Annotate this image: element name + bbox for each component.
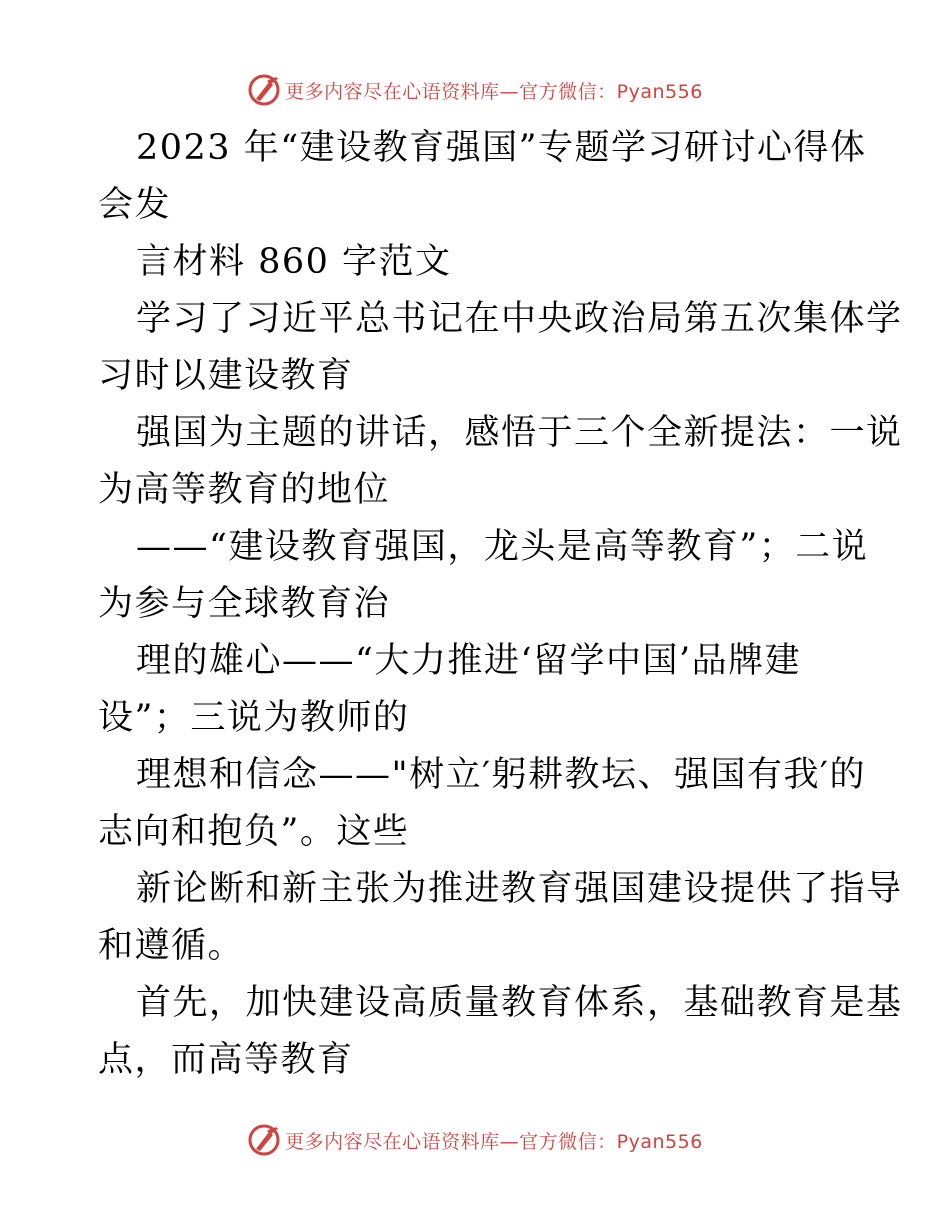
quill-logo-icon xyxy=(247,73,281,107)
text-line: 会发 xyxy=(98,185,172,225)
text-line: 为高等教育的地位 xyxy=(98,470,391,510)
text-line: 新论断和新主张为推进教育强国建设提供了指导 xyxy=(136,869,903,909)
text-line: 设”；三说为教师的 xyxy=(98,698,410,738)
text-line: 理的雄心——“大力推进‘留学中国’品牌建 xyxy=(136,641,802,681)
watermark-text: 更多内容尽在心语资料库—官方微信：Pyan556 xyxy=(285,1130,703,1153)
text-line: 和遵循。 xyxy=(98,926,245,966)
text-line: 2023 年“建设教育强国”专题学习研讨心得体 xyxy=(136,128,867,168)
text-line: 言材料 860 字范文 xyxy=(136,242,452,282)
text-line: 志向和抱负”。这些 xyxy=(98,812,410,852)
text-line: ——“建设教育强国，龙头是高等教育”；二说 xyxy=(136,527,869,567)
watermark-text: 更多内容尽在心语资料库—官方微信：Pyan556 xyxy=(285,80,703,103)
text-line: 理想和信念——"树立′躬耕教坛、强国有我′的 xyxy=(136,755,866,795)
text-line: 点，而高等教育 xyxy=(98,1040,354,1080)
header-watermark xyxy=(0,68,950,112)
quill-logo-icon xyxy=(247,1123,281,1157)
text-line: 强国为主题的讲话，感悟于三个全新提法：一说 xyxy=(136,413,903,453)
text-line: 学习了习近平总书记在中央政治局第五次集体学 xyxy=(136,299,903,339)
footer-watermark xyxy=(0,1118,950,1162)
document-body xyxy=(98,120,903,1089)
text-line: 为参与全球教育治 xyxy=(98,584,391,624)
text-line: 首先，加快建设高质量教育体系，基础教育是基 xyxy=(136,983,903,1023)
text-line: 习时以建设教育 xyxy=(98,356,354,396)
